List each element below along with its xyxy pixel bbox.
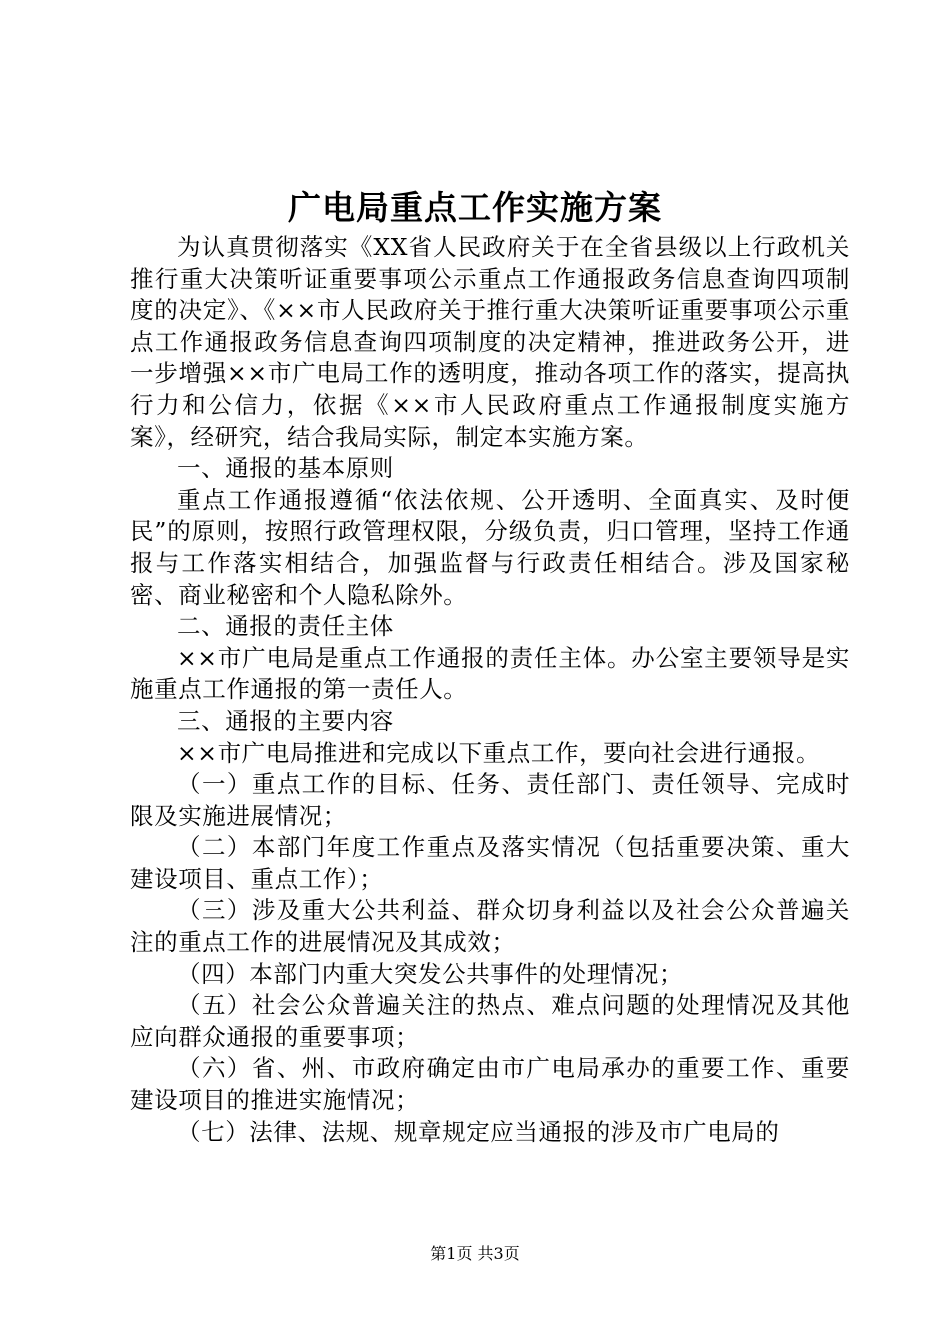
section-heading-2: 二、通报的责任主体 xyxy=(177,612,394,641)
list-item: （四）本部门内重大突发公共事件的处理情况； xyxy=(177,959,684,988)
list-item: （七）法律、法规、规章规定应当通报的涉及市广电局的 xyxy=(177,1117,780,1146)
page-footer: 第1页 共3页 xyxy=(430,1244,520,1263)
section-text-2: ××市广电局是重点工作通报的责任主体。办公室主要领导是实施重点工作通报的第一责任人。 xyxy=(130,643,850,704)
list-item: （一）重点工作的目标、任务、责任部门、责任领导、完成时限及实施进展情况； xyxy=(130,770,850,830)
intro-paragraph: 为认真贯彻落实《XX省人民政府关于在全省县级以上行政机关推行重大决策听证重要事项公示重点工作通报政务信息查询四项制度的决定》、《××市人民政府关于推行重大决策听证重要事项公示重点工作通报政务信息查询四项制度的决定精神，推进政务公开，进一步增强××市广电局工作的透明度，推动各项工作的落实，提高执行力和公信力，依据《××市人民政府重点工作通报制度实施方案》，经研究，结合我局实际，制定本实施方案。 xyxy=(130,233,850,451)
document-title: 广电局重点工作实施方案 xyxy=(288,188,662,227)
section-text-1: 重点工作通报遵循“依法依规、公开透明、全面真实、及时便民”的原则，按照行政管理权限，分级负责，归口管理，坚持工作通报与工作落实相结合，加强监督与行政责任相结合。涉及国家秘密、商业秘密和个人隐私除外。 xyxy=(130,485,850,609)
list-item: （六）省、州、市政府确定由市广电局承办的重要工作、重要建设项目的推进实施情况； xyxy=(130,1054,850,1115)
list-item: （二）本部门年度工作重点及落实情况（包括重要决策、重大建设项目、重点工作）； xyxy=(130,833,850,893)
section-heading-3: 三、通报的主要内容 xyxy=(177,706,394,735)
section-heading-1: 一、通报的基本原则 xyxy=(177,454,394,483)
list-item: （三）涉及重大公共利益、群众切身利益以及社会公众普遍关注的重点工作的进展情况及其成效； xyxy=(130,896,850,957)
document-body xyxy=(130,232,850,1148)
section-text-3: ××市广电局推进和完成以下重点工作，要向社会进行通报。 xyxy=(177,738,821,767)
list-item: （五）社会公众普遍关注的热点、难点问题的处理情况及其他应向群众通报的重要事项； xyxy=(130,991,850,1051)
